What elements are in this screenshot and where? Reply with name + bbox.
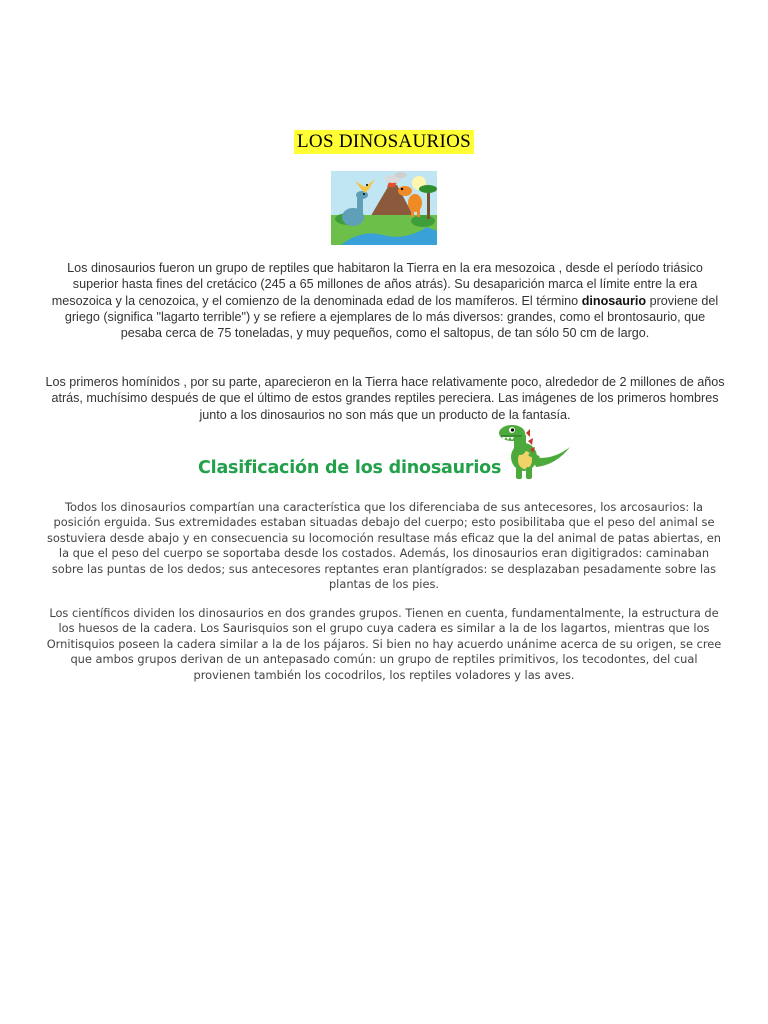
intro-text-1: Los dinosaurios fueron un grupo de reptiles que habitaron la Tierra en la era mesozoica , desde el período triásico superior hasta fines del cretácico (245 a 65 millones de años atrás). Su desaparición marca el límite entre la era mesozoica y la cenozoica, y el comienzo de la denominada edad de los mamíferos. El término [51, 261, 703, 308]
intro-text-2: proviene del griego (significa "lagarto terrible") y se refiere a ejemplares de lo más diversos: grandes, como el brontosaurio, que pesaba cerca de 75 toneladas, y muy pequeños, como el saltopus, de tan sólo 50 cm de largo. [64, 293, 719, 341]
dinosaur-landscape-image [331, 171, 437, 245]
classification-paragraph: Todos los dinosaurios compartían una característica que los diferenciaba de sus antecesores, los arcosaurios: la posición erguida. Sus extremidades estaban situadas debajo del cuerpo; esto posibilitaba que el peso del animal se sostuviera desde abajo y en consecuencia su locomoción resultase más eficaz que la del animal de patas abiertas, en la que el peso del cuerpo se soportaba desde los costados. Además, los dinosaurios eran digitigrados: caminaban sobre las puntas de los dedos; sus antecesores reptantes eran plantígrados: se desplazaban pesadamente sobre las plantas de los pies. [47, 500, 721, 592]
section-heading: Clasificación de los dinosaurios [198, 458, 502, 478]
green-dinosaur-image [494, 421, 572, 481]
page-title: LOS DINOSAURIOS [294, 130, 474, 154]
groups-paragraph: Los científicos dividen los dinosaurios en dos grandes grupos. Tienen en cuenta, fundamentalmente, la estructura de los huesos de la cadera. Los Saurisquios son el grupo cuya cadera es similar a la de los lagartos, mientras que los Ornitisquios poseen la cadera similar a la de los pájaros. Si bien no hay acuerdo unánime acerca de su origen, se cree que ambos grupos derivan de un antepasado común: un grupo de reptiles primitivos, los tecodontes, del cual provienen también los cocodrilos, los reptiles voladores y las aves. [46, 606, 722, 682]
intro-bold-term: dinosaurio [581, 293, 647, 308]
hominids-paragraph: Los primeros homínidos , por su parte, aparecieron en la Tierra hace relativamente poco, alrededor de 2 millones de años atrás, muchísimo después de que el último de estos grandes reptiles pereciera. Las imágenes de los primeros hombres junto a los dinosaurios no son más que un producto de la fantasía. [45, 375, 725, 422]
intro-paragraph [44, 260, 726, 341]
title-container [0, 130, 768, 154]
